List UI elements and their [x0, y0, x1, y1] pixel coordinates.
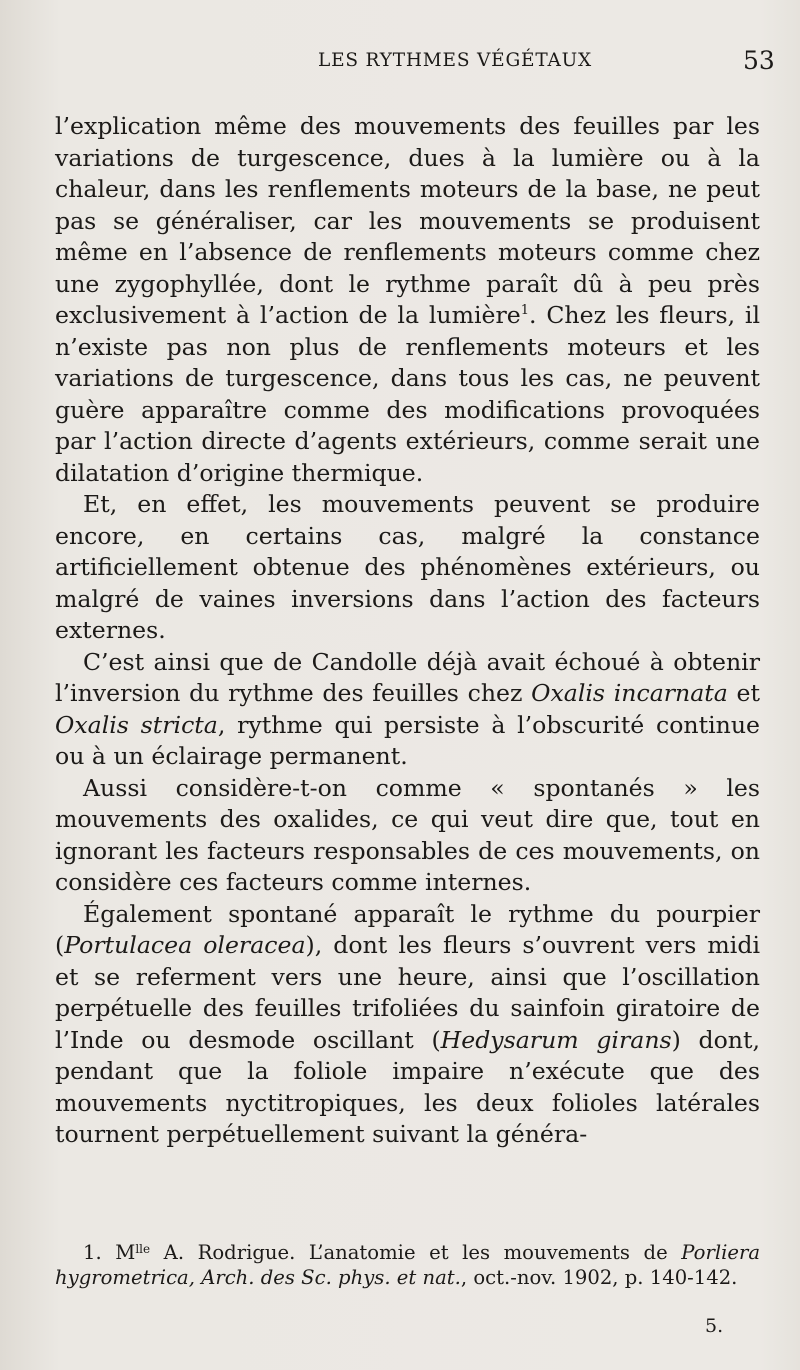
footnote-reference: 1	[520, 303, 530, 318]
body-text	[55, 111, 760, 1151]
page-number: 53	[743, 46, 775, 75]
footnote: 1. $M^{lle}$ A. Rodrigue. L’anatomie et les mouvements de Porliera hygrometrica, Arch. des Sc. phys. et nat., oct.-nov. 1902, p. 140-142.	[55, 1241, 760, 1289]
paragraph-1: l’explication même des mouvements des feuilles par les variations de turgescence, dues à la lumière ou à la chaleur, dans les renflements moteurs de la base, ne peut pas se généraliser, car les mouvements se produisent même en l’absence de renflements moteurs comme chez une zygophyllée, dont le rythme paraît dû à peu près exclusivement à l’action de la lumière$^1$. Chez les fleurs, il n’existe pas non plus de renflements moteurs et les variations de turgescence, dans tous les cas, ne peuvent guère apparaître comme des modifications provoquées par l’action directe d’agents extérieurs, comme serait une dilatation d’origine thermique.	[55, 112, 760, 487]
species-name: Portulacea oleracea	[64, 931, 306, 959]
running-head	[0, 44, 800, 84]
paragraph-3: C’est ainsi que de Candolle déjà avait échoué à obtenir l’inversion du rythme des feuilles chez Oxalis incarnata et Oxalis stricta, rythme qui persiste à l’obscurité continue ou à un éclairage permanent.	[55, 647, 761, 770]
paragraph-2: Et, en effet, les mouvements peuvent se produire encore, en certains cas, malgré la constance artificiellement obtenue des phénomènes extérieurs, ou malgré de vaines inversions dans l’action des facteurs externes.	[55, 490, 760, 644]
journal-title: Porliera hygrometrica, Arch. des Sc. phys. et nat.	[55, 1241, 760, 1289]
species-name: Oxalis incarnata	[531, 679, 728, 707]
species-name: Hedysarum girans	[440, 1025, 672, 1054]
signature-mark: 5.	[705, 1315, 724, 1337]
paragraph-4: Aussi considère-t-on comme « spontanés » les mouvements des oxalides, ce qui veut dire que, tout en ignorant les facteurs responsables de ces mouvements, on considère ces facteurs comme internes.	[55, 773, 760, 896]
footnote-number: 1.	[83, 1241, 102, 1264]
species-name: Oxalis stricta	[55, 710, 218, 739]
running-title: LES RYTHMES VÉGÉTAUX	[318, 50, 592, 71]
paragraph-5: Également spontané apparaît le rythme du pourpier (Portulacea oleracea), dont les fleurs s’ouvrent vers midi et se referment vers une heure, ainsi que l’oscillation perpétuelle des feuilles trifoliées du sainfoin giratoire de l’Inde ou desmode oscillant (Hedysarum girans) dont, pendant que la foliole impaire n’exécute que des mouvements nyctitropiques, les deux folioles latérales tournent perpétuellement suivant la généra-	[55, 899, 760, 1148]
